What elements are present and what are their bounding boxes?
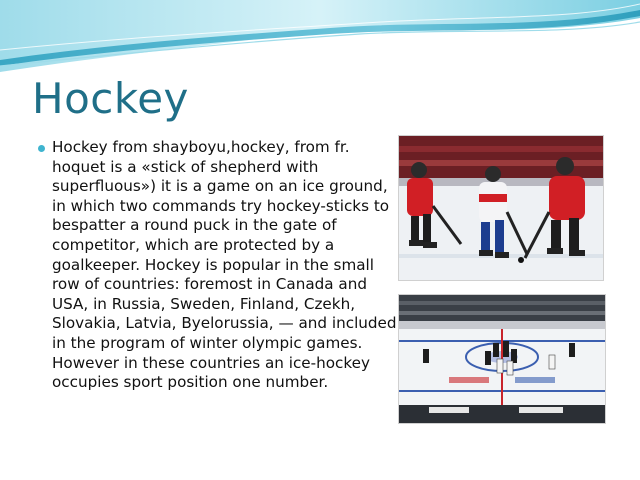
slide-title: Hockey bbox=[32, 74, 189, 123]
hockey-players-photo bbox=[398, 135, 604, 281]
header-wave-decoration bbox=[0, 0, 640, 80]
bullet-icon bbox=[38, 145, 45, 152]
hockey-rink-faceoff-photo bbox=[398, 294, 606, 424]
bullet-text: Hockey from shayboyu,hockey, from fr. hoquet is a «stick of shepherd with superfluous») it is a game on an ice ground, in which two commands try hockey-sticks to bespatter a round puck in the gate of competitor, which are protected by a goalkeeper. Hockey is popular in the small row of countries: foremost in Canada and USA, in Russia, Sweden, Finland, Czekh, Slovakia, Latvia, Byelorussia, — and included in the program of winter olympic games. However in these countries an ice-hockey occupies sport position one number. bbox=[52, 138, 397, 392]
bullet-list bbox=[36, 138, 406, 393]
